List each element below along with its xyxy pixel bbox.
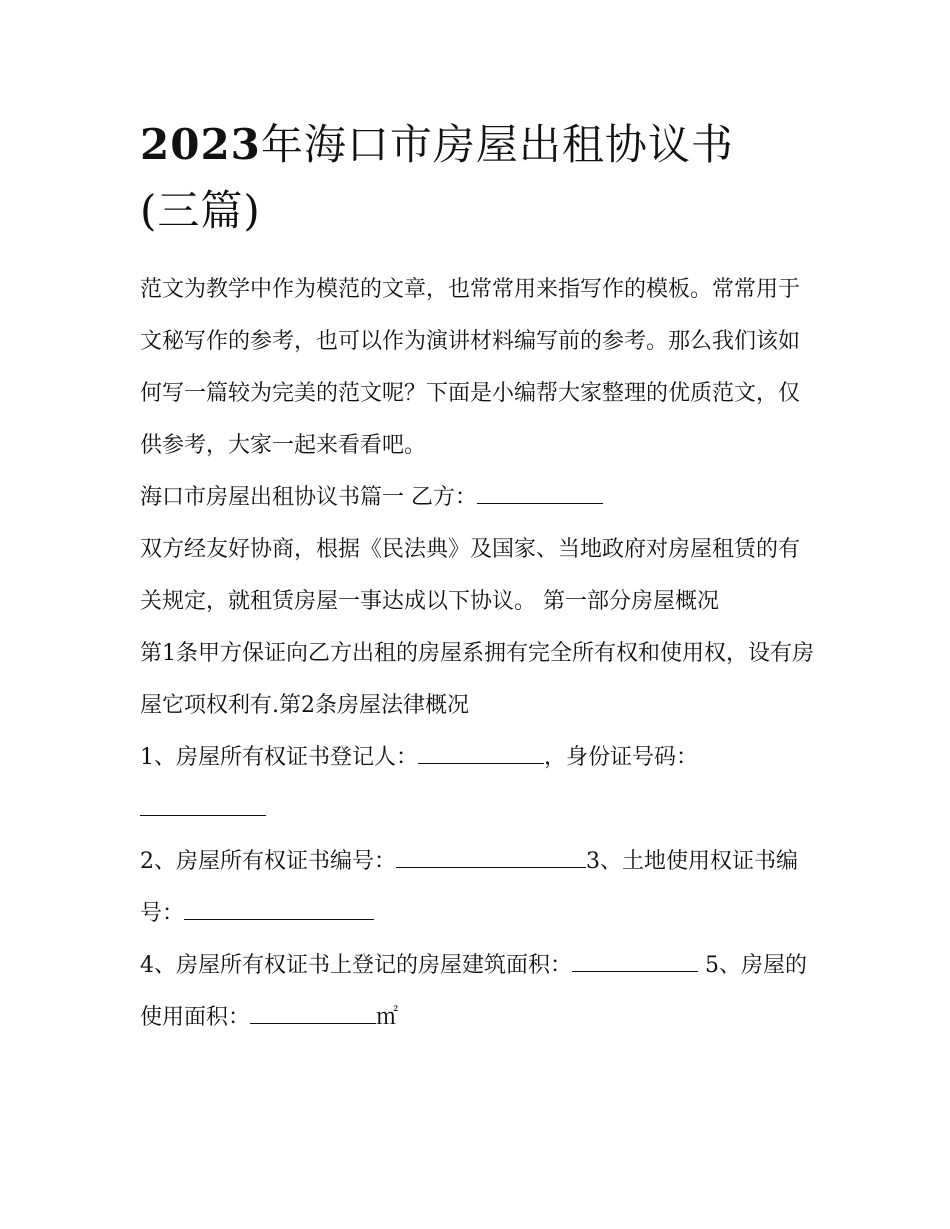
document-page xyxy=(140,112,820,1044)
item-area-label: 4、房屋所有权证书上登记的房屋建筑面积： xyxy=(140,953,572,978)
article-paragraph: 第1条甲方保证向乙方出租的房屋系拥有完全所有权和使用权，设有房屋它项权利有.第2条房屋法律概况 xyxy=(140,641,814,718)
usage-area-blank xyxy=(250,1001,376,1024)
section-heading xyxy=(140,472,820,524)
title-text: 年海口市房屋出租协议书 xyxy=(260,120,734,169)
intro-paragraph: 范文为教学中作为模范的文章，也常常用来指写作的模板。常常用于文秘写作的参考，也可以作为演讲材料编写前的参考。那么我们该如何写一篇较为完美的范文呢？下面是小编帮大家整理的优质范文，仅供参考，大家一起来看看吧。 xyxy=(140,277,801,458)
document-title xyxy=(140,112,820,244)
item-land-label: 3、土地使用权证书编号： xyxy=(140,849,798,926)
area-unit: ㎡ xyxy=(376,1005,399,1030)
title-year: 2023 xyxy=(140,120,261,169)
id-number-blank xyxy=(140,793,266,816)
item-cert-label: 2、房屋所有权证书编号： xyxy=(140,849,396,874)
land-cert-blank xyxy=(184,897,374,920)
section-heading-text: 海口市房屋出租协议书篇一 乙方： xyxy=(140,485,477,510)
item-owner-label: 1、房屋所有权证书登记人： xyxy=(140,745,418,770)
item-area xyxy=(140,940,820,1044)
agreement-paragraph: 双方经友好协商，根据《民法典》及国家、当地政府对房屋租赁的有关规定，就租赁房屋一事达成以下协议。 第一部分房屋概况 xyxy=(140,537,801,614)
item-owner xyxy=(140,732,820,836)
title-suffix: (三篇) xyxy=(140,186,261,235)
item-id-label: ，身份证号码： xyxy=(544,745,699,770)
tenant-blank xyxy=(477,481,603,504)
building-area-blank xyxy=(572,949,698,972)
item-usage-label: 5、房屋的使用面积： xyxy=(140,953,807,1030)
item-certificate xyxy=(140,836,820,940)
owner-blank xyxy=(418,741,544,764)
cert-number-blank xyxy=(396,845,586,868)
